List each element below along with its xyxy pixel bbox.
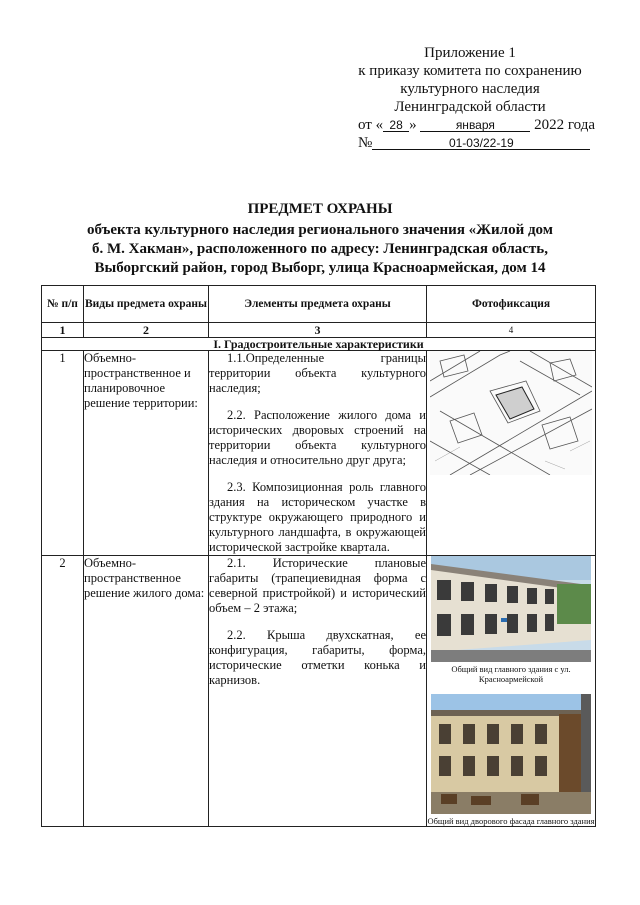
element-item: 2.2. Крыша двухскатная, ее конфигурация, габариты, форма, исторические отметки конька и карнизов.	[209, 628, 426, 687]
col-number-4: 4	[427, 323, 596, 338]
row-kind: Объемно-пространственное и планировочное решение территории:	[84, 351, 209, 556]
document-title	[60, 200, 580, 278]
section-title: I. Градостроительные характеристики	[42, 338, 596, 351]
photo-cell	[427, 351, 596, 556]
row-elements	[209, 351, 427, 556]
appendix-region-line: Ленинградской области	[394, 99, 546, 115]
element-item: 1.1.Определенные границы территории объекта культурного наследия;	[209, 351, 426, 395]
street-facade-photo	[431, 556, 591, 662]
courtyard-facade-photo	[431, 694, 591, 814]
col-number-3: 3	[209, 323, 427, 338]
section-row	[42, 338, 596, 351]
row-number: 1	[42, 351, 84, 556]
element-item: 2.2. Расположение жилого дома и исторических дворовых строений на территории объекта культурного наследия и относительно друг друга;	[209, 408, 426, 467]
title-main: ПРЕДМЕТ ОХРАНЫ	[247, 201, 393, 217]
appendix-order-line: к приказу комитета по сохранению	[358, 63, 582, 79]
title-line-3: Выборгский район, город Выборг, улица Красноармейская, дом 14	[94, 260, 546, 276]
row-elements	[209, 556, 427, 827]
appendix-committee-line: культурного наследия	[400, 81, 540, 97]
table-row	[42, 556, 596, 827]
col-number-1: 1	[42, 323, 84, 338]
photo-caption: Общий вид главного здания с ул. Красноармейской	[451, 664, 571, 684]
table-header-row	[42, 286, 596, 323]
header-photo: Фотофиксация	[427, 286, 596, 323]
row-kind: Объемно-пространственное решение жилого дома:	[84, 556, 209, 827]
title-line-2: б. М. Хакман», расположенного по адресу: Ленинградская область,	[92, 241, 548, 257]
order-day: 28	[383, 116, 409, 132]
header-elements: Элементы предмета охраны	[209, 286, 427, 323]
column-number-row	[42, 323, 596, 338]
protection-table	[41, 285, 596, 827]
col-number-2: 2	[84, 323, 209, 338]
row-number: 2	[42, 556, 84, 827]
order-number: № 01-03/22-19	[340, 134, 600, 152]
element-item: 2.1. Исторические плановые габариты (трапециевидная форма с северной пристройкой) и исторический объем – 2 этажа;	[209, 556, 426, 615]
photo-caption: Общий вид дворового фасада главного здания	[427, 816, 595, 826]
appendix-title: Приложение 1	[424, 45, 516, 61]
title-line-1: объекта культурного наследия регионального значения «Жилой дом	[87, 222, 553, 238]
territory-plan-image	[430, 351, 592, 475]
photo-cell	[427, 556, 596, 827]
order-number-value: 01-03/22-19	[372, 134, 590, 150]
table-row	[42, 351, 596, 556]
order-date: от « 28 » января 2022 года	[358, 117, 595, 133]
element-item: 2.3. Композиционная роль главного здания на историческом участке в структуре окружающего природного и культурного ландшафта, в окружающей исторической застройке квартала.	[209, 480, 426, 554]
header-kind: Виды предмета охраны	[84, 286, 209, 323]
order-month: января	[420, 116, 530, 132]
order-year: 2022 года	[534, 117, 595, 133]
header-number: № п/п	[42, 286, 84, 323]
appendix-header	[340, 44, 600, 152]
